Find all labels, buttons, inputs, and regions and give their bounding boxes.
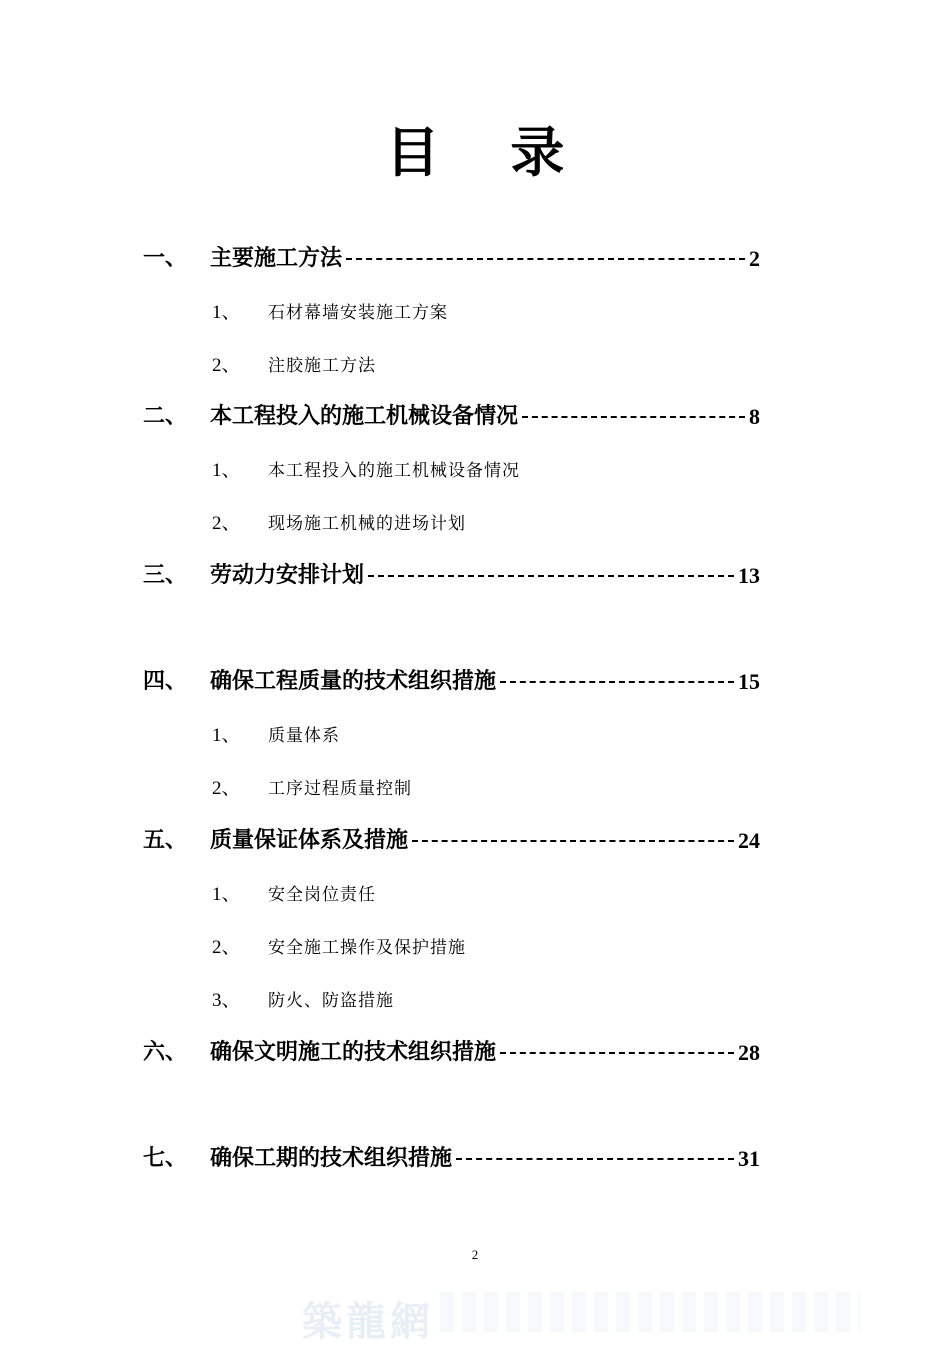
page-number: 2 [471,1247,479,1262]
toc-entry-number: 七、 [143,1146,188,1171]
toc-entry-label: 本工程投入的施工机械设备情况 [210,404,519,429]
toc-entry-label: 工序过程质量控制 [268,779,412,799]
toc-entry-label: 主要施工方法 [210,246,343,271]
toc-entry-minor [0,880,950,914]
toc-entry-page: 2 [749,246,760,271]
toc-entry-minor [0,721,950,755]
toc-entry-label: 质量体系 [268,726,340,746]
toc-title: 目 录 [385,121,591,184]
toc-leader-dashes [346,258,745,260]
toc-entry-minor [0,351,950,385]
toc-entry-number: 四、 [143,669,188,694]
toc-entry-number: 1、 [212,725,241,746]
toc-entry-number: 1、 [212,460,241,481]
toc-entry-number: 五、 [143,828,188,853]
toc-leader-dashes [500,681,734,683]
toc-leader-dashes [456,1158,734,1160]
toc-entry-label: 注胶施工方法 [268,356,376,376]
toc-entry-label: 现场施工机械的进场计划 [268,514,466,534]
toc-entry-number: 2、 [212,355,241,376]
toc-leader-dashes [500,1052,734,1054]
toc-entry-major [0,242,950,276]
toc-entry-number: 2、 [212,937,241,958]
toc-entry-label: 防火、防盗措施 [268,991,394,1011]
toc-leader-dashes [368,575,734,577]
toc-entry-page: 28 [738,1040,760,1065]
toc-entry-number: 1、 [212,302,241,323]
watermark-logo: 築龍網 [302,1298,434,1345]
toc-entry-label: 质量保证体系及措施 [210,828,409,853]
toc-entry-label: 确保文明施工的技术组织措施 [210,1040,497,1065]
toc-entry-page: 13 [738,563,760,588]
toc-entry-page: 24 [738,828,760,853]
toc-entry-number: 一、 [143,246,188,271]
toc-entry-page: 15 [738,669,760,694]
toc-entry-label: 安全岗位责任 [268,885,376,905]
toc-entry-number: 1、 [212,884,241,905]
watermark-band [440,1292,860,1332]
toc-entry-number: 3、 [212,990,241,1011]
toc-entry-major [0,1142,950,1176]
toc-entry-label: 劳动力安排计划 [210,563,365,588]
toc-entry-label: 本工程投入的施工机械设备情况 [268,461,520,481]
toc-entry-minor [0,509,950,543]
toc-entry-major [0,1036,950,1070]
toc-entry-minor [0,986,950,1020]
toc-entry-major [0,400,950,434]
toc-entry-number: 三、 [143,563,188,588]
toc-entry-number: 2、 [212,778,241,799]
toc-entry-label: 确保工期的技术组织措施 [210,1146,453,1171]
toc-entry-major [0,559,950,593]
toc-entry-page: 8 [749,404,760,429]
toc-entry-number: 二、 [143,404,188,429]
toc-entry-number: 2、 [212,513,241,534]
toc-leader-dashes [522,416,745,418]
toc-leader-dashes [412,840,734,842]
toc-entry-minor [0,298,950,332]
toc-entry-label: 安全施工操作及保护措施 [268,938,466,958]
toc-entry-minor [0,456,950,490]
toc-entry-major [0,824,950,858]
toc-entry-number: 六、 [143,1040,188,1065]
toc-entry-label: 石材幕墙安装施工方案 [268,303,448,323]
toc-entry-label: 确保工程质量的技术组织措施 [210,669,497,694]
toc-entry-major [0,665,950,699]
toc-entry-page: 31 [738,1146,760,1171]
toc-entry-minor [0,774,950,808]
toc-entry-minor [0,933,950,967]
